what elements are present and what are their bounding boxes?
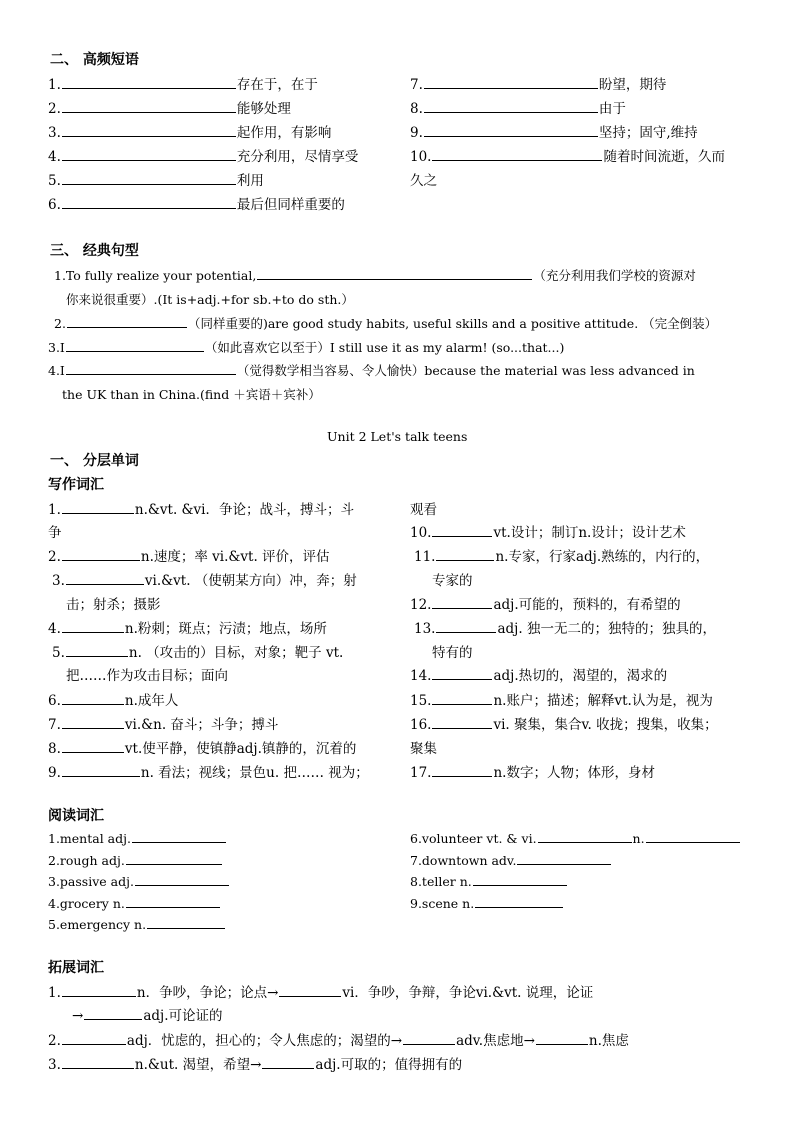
- phrase-item-8: 8. 由于: [410, 101, 626, 117]
- sentence-1: 1.To fully realize your potential, （充分利用我们学校的资源对: [54, 268, 696, 283]
- vocab-item-2: 2. n.速度；率 vi.&vt. 评价，评估: [48, 549, 330, 565]
- phrase-item-3: 3. 起作用，有影响: [48, 125, 332, 141]
- answer-blank[interactable]: [646, 829, 740, 843]
- answer-blank[interactable]: [66, 361, 236, 375]
- extension-item-3: 3. n.&ut. 渴望，希望→ adj.可取的；值得拥有的: [48, 1057, 463, 1073]
- vocab-item-1-cont: 争: [48, 525, 62, 541]
- section-heading-phrases: 二、 高频短语: [50, 52, 139, 68]
- answer-blank[interactable]: [424, 99, 598, 113]
- extension-item-1: 1. n．争吵，争论；论点→ vi．争吵，争辩，争论vi.&vt. 说理，论证: [48, 985, 594, 1001]
- answer-blank[interactable]: [66, 643, 128, 657]
- reading-item-6: 6.volunteer vt. & vi. n.: [410, 829, 741, 846]
- vocab-item-16-cont: 聚集: [410, 741, 437, 757]
- answer-blank[interactable]: [436, 547, 494, 561]
- vocab-item-13: 13. adj. 独一无二的；独特的；独具的，: [414, 621, 716, 637]
- phrase-item-2: 2. 能够处理: [48, 101, 291, 117]
- section-heading-sentences: 三、 经典句型: [50, 243, 139, 259]
- phrase-item-6: 6. 最后但同样重要的: [48, 197, 345, 213]
- phrase-item-9: 9. 坚持；固守,维持: [410, 125, 698, 141]
- extension-item-2: 2. adj．忧虑的，担心的；令人焦虑的；渴望的→ adv.焦虑地→ n.焦虑: [48, 1033, 629, 1049]
- unit-title: Unit 2 Let's talk teens: [327, 429, 468, 444]
- answer-blank[interactable]: [67, 314, 187, 328]
- answer-blank[interactable]: [279, 983, 341, 997]
- answer-blank[interactable]: [62, 691, 124, 705]
- phrase-item-4: 4. 充分利用，尽情享受: [48, 149, 359, 165]
- reading-item-4: 4.grocery n.: [48, 894, 221, 911]
- answer-blank[interactable]: [432, 523, 492, 537]
- phrase-item-1: 1. 存在于，在于: [48, 77, 318, 93]
- answer-blank[interactable]: [66, 338, 204, 352]
- answer-blank[interactable]: [432, 666, 492, 680]
- vocab-item-9: 9. n. 看法；视线；景色u. 把…… 视为；: [48, 765, 369, 781]
- section-heading-words: 一、 分层单词: [50, 453, 139, 469]
- answer-blank[interactable]: [62, 547, 140, 561]
- sentence-2: 2. （同样重要的)are good study habits, useful skills and a positive attitude. （完全倒装）: [54, 316, 718, 331]
- answer-blank[interactable]: [538, 829, 632, 843]
- vocab-item-5-cont: 把……作为攻击目标；面向: [66, 668, 228, 684]
- answer-blank[interactable]: [62, 1031, 126, 1045]
- answer-blank[interactable]: [66, 571, 144, 585]
- answer-blank[interactable]: [62, 715, 124, 729]
- answer-blank[interactable]: [147, 915, 225, 929]
- answer-blank[interactable]: [62, 763, 140, 777]
- answer-blank[interactable]: [135, 872, 229, 886]
- answer-blank[interactable]: [62, 195, 236, 209]
- answer-blank[interactable]: [62, 1055, 134, 1069]
- answer-blank[interactable]: [436, 619, 496, 633]
- answer-blank[interactable]: [475, 894, 563, 908]
- answer-blank[interactable]: [432, 763, 492, 777]
- answer-blank[interactable]: [62, 147, 236, 161]
- vocab-item-3-cont: 击；射杀；摄影: [66, 597, 161, 613]
- vocab-item-5: 5. n. （攻击的）目标，对象；靶子 vt.: [52, 645, 344, 661]
- sentence-1-cont: 你来说很重要）.(It is+adj.+for sb.+to do sth.）: [66, 292, 354, 307]
- answer-blank[interactable]: [262, 1055, 314, 1069]
- answer-blank[interactable]: [517, 851, 611, 865]
- phrase-item-7: 7. 盼望，期待: [410, 77, 667, 93]
- reading-item-2: 2.rough adj.: [48, 851, 223, 868]
- answer-blank[interactable]: [84, 1006, 142, 1020]
- vocab-item-3: 3. vi.&vt. （使朝某方向）冲，奔；射: [52, 573, 357, 589]
- reading-item-8: 8.teller n.: [410, 872, 568, 889]
- answer-blank[interactable]: [62, 99, 236, 113]
- reading-item-3: 3.passive adj.: [48, 872, 230, 889]
- phrase-item-10-cont: 久之: [410, 173, 437, 189]
- vocab-item-11: 11. n.专家，行家adj.熟练的，内行的，: [414, 549, 710, 565]
- reading-item-9: 9.scene n.: [410, 894, 564, 911]
- vocab-item-7: 7. vi.&n. 奋斗；斗争；搏斗: [48, 717, 279, 733]
- answer-blank[interactable]: [132, 829, 226, 843]
- vocab-item-6: 6. n.成年人: [48, 693, 179, 709]
- vocab-item-4: 4. n.粉刺；斑点；污渍；地点，场所: [48, 621, 327, 637]
- vocab-item-12: 12. adj.可能的，预料的，有希望的: [410, 597, 681, 613]
- vocab-item-15: 15. n.账户；描述；解释vt.认为是，视为: [410, 693, 713, 709]
- vocab-item-16: 16. vi. 聚集，集合v. 收拢；搜集，收集；: [410, 717, 718, 733]
- answer-blank[interactable]: [432, 715, 492, 729]
- answer-blank[interactable]: [126, 894, 220, 908]
- vocab-item-1: 1. n.&vt. &vi．争论；战斗，搏斗；斗: [48, 502, 354, 518]
- vocab-item-13-cont: 特有的: [432, 645, 473, 661]
- answer-blank[interactable]: [432, 595, 492, 609]
- vocab-item-8: 8. vt.使平静，使镇静adj.镇静的，沉着的: [48, 741, 357, 757]
- answer-blank[interactable]: [424, 123, 598, 137]
- extension-vocab-heading: 拓展词汇: [48, 960, 104, 976]
- phrase-item-10: 10. 随着时间流逝，久而: [410, 149, 725, 165]
- answer-blank[interactable]: [62, 123, 236, 137]
- answer-blank[interactable]: [62, 75, 236, 89]
- sentence-3: 3.I （如此喜欢它以至于）I still use it as my alarm! (so...that...): [48, 340, 565, 355]
- vocab-item-11-cont: 专家的: [432, 573, 473, 589]
- sentence-4-cont: the UK than in China.(find ＋宾语＋宾补）: [62, 387, 321, 402]
- answer-blank[interactable]: [536, 1031, 588, 1045]
- reading-vocab-heading: 阅读词汇: [48, 808, 104, 824]
- answer-blank[interactable]: [62, 739, 124, 753]
- answer-blank[interactable]: [62, 500, 134, 514]
- vocab-item-10: 10. vt.设计；制订n.设计；设计艺术: [410, 525, 686, 541]
- answer-blank[interactable]: [432, 691, 492, 705]
- writing-vocab-heading: 写作词汇: [48, 477, 104, 493]
- vocab-item-17: 17. n.数字；人物；体形，身材: [410, 765, 655, 781]
- answer-blank[interactable]: [62, 619, 124, 633]
- answer-blank[interactable]: [126, 851, 222, 865]
- reading-item-7: 7.downtown adv.: [410, 851, 612, 868]
- reading-item-5: 5.emergency n.: [48, 915, 226, 932]
- reading-item-1: 1.mental adj.: [48, 829, 227, 846]
- answer-blank[interactable]: [257, 266, 532, 280]
- vocab-item-9-cont: 观看: [410, 502, 437, 518]
- sentence-4: 4.I （觉得数学相当容易、令人愉快）because the material was less advanced in: [48, 363, 695, 378]
- phrase-item-5: 5. 利用: [48, 173, 264, 189]
- answer-blank[interactable]: [62, 171, 236, 185]
- answer-blank[interactable]: [62, 983, 136, 997]
- answer-blank[interactable]: [473, 872, 567, 886]
- answer-blank[interactable]: [432, 147, 602, 161]
- extension-item-1-cont: → adj.可论证的: [72, 1008, 223, 1024]
- vocab-item-14: 14. adj.热切的，渴望的，渴求的: [410, 668, 668, 684]
- answer-blank[interactable]: [403, 1031, 455, 1045]
- answer-blank[interactable]: [424, 75, 598, 89]
